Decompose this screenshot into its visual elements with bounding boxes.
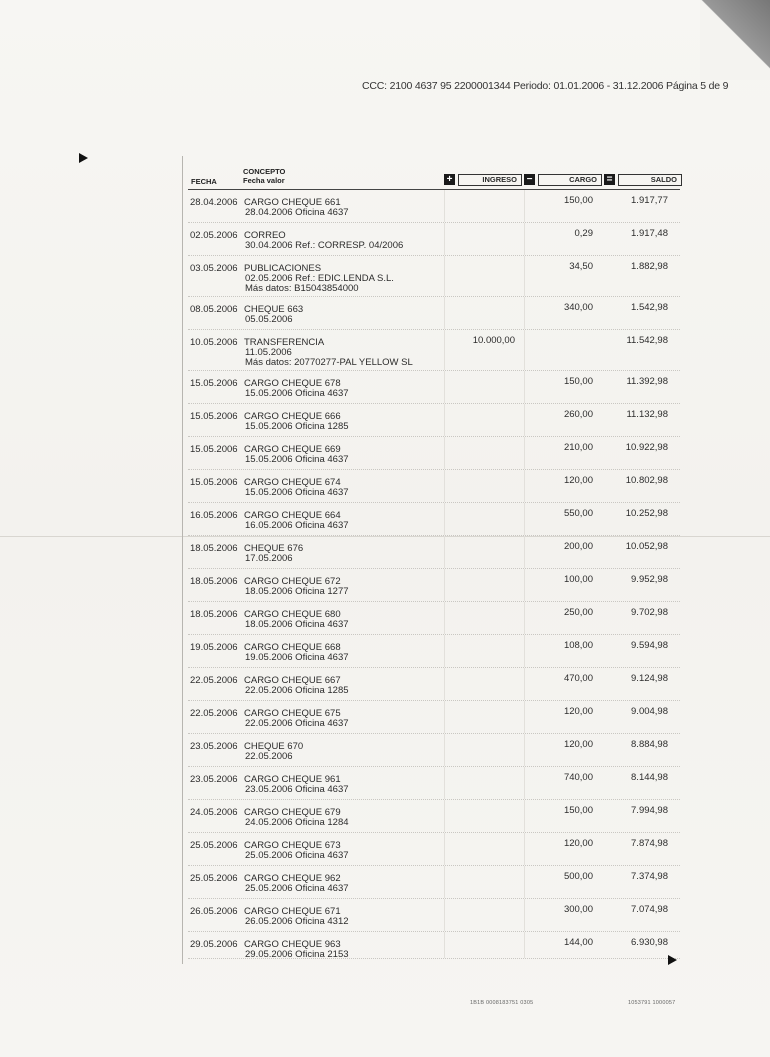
column-divider xyxy=(444,569,445,601)
left-margin-rule xyxy=(182,156,183,964)
column-divider xyxy=(524,734,525,766)
plus-icon: + xyxy=(444,174,455,185)
concepto-line: CARGO CHEQUE 678 xyxy=(244,378,341,389)
cell-cargo: 150,00 xyxy=(563,805,593,816)
cell-cargo: 120,00 xyxy=(563,838,593,849)
concepto-detail-line: 11.05.2006 xyxy=(245,347,292,358)
concepto-detail-line: 22.05.2006 Oficina 1285 xyxy=(245,685,349,696)
column-divider xyxy=(444,767,445,799)
concepto-line: CARGO CHEQUE 668 xyxy=(244,642,341,653)
transactions-table xyxy=(188,190,680,959)
cell-saldo: 6.930,98 xyxy=(631,937,668,948)
column-divider xyxy=(524,190,525,222)
concepto-detail-line: 30.04.2006 Ref.: CORRESP. 04/2006 xyxy=(245,240,404,251)
header-ingreso: INGRESO xyxy=(458,174,522,186)
cell-fecha: 02.05.2006 xyxy=(190,230,238,241)
cell-cargo: 500,00 xyxy=(563,871,593,882)
cell-fecha: 15.05.2006 xyxy=(190,411,238,422)
continue-arrow-icon xyxy=(668,955,677,965)
concepto-line: CARGO CHEQUE 674 xyxy=(244,477,341,488)
concepto-line: CARGO CHEQUE 661 xyxy=(244,197,341,208)
cell-cargo: 260,00 xyxy=(563,409,593,420)
cell-concepto xyxy=(244,940,349,960)
header-concepto: CONCEPTO xyxy=(243,167,286,176)
cell-concepto xyxy=(244,709,349,729)
concepto-detail-line: 16.05.2006 Oficina 4637 xyxy=(245,520,349,531)
table-row xyxy=(188,932,680,959)
concepto-detail-line: 18.05.2006 Oficina 1277 xyxy=(245,586,349,597)
concepto-detail-line: 22.05.2006 Oficina 4637 xyxy=(245,718,349,729)
concepto-line: CARGO CHEQUE 961 xyxy=(244,774,341,785)
column-divider xyxy=(444,256,445,296)
column-divider xyxy=(444,223,445,255)
cell-saldo: 11.392,98 xyxy=(626,376,668,387)
table-row xyxy=(188,371,680,404)
table-row xyxy=(188,223,680,256)
cell-cargo: 740,00 xyxy=(563,772,593,783)
cell-fecha: 22.05.2006 xyxy=(190,675,238,686)
cell-concepto xyxy=(244,577,349,597)
column-divider xyxy=(444,437,445,469)
cell-cargo: 300,00 xyxy=(563,904,593,915)
table-row xyxy=(188,602,680,635)
cell-concepto xyxy=(244,874,349,894)
table-row xyxy=(188,734,680,767)
cell-fecha: 16.05.2006 xyxy=(190,510,238,521)
column-divider xyxy=(524,256,525,296)
column-divider xyxy=(444,899,445,931)
column-divider xyxy=(524,569,525,601)
concepto-detail-line: 26.05.2006 Oficina 4312 xyxy=(245,916,349,927)
table-row xyxy=(188,833,680,866)
column-divider xyxy=(524,899,525,931)
column-divider xyxy=(444,833,445,865)
concepto-detail-line: 23.05.2006 Oficina 4637 xyxy=(245,784,349,795)
concepto-line: TRANSFERENCIA xyxy=(244,337,325,348)
cell-fecha: 28.04.2006 xyxy=(190,197,238,208)
concepto-detail-line: 02.05.2006 Ref.: EDIC.LENDA S.L. xyxy=(245,273,394,284)
column-divider xyxy=(524,701,525,733)
cell-cargo: 120,00 xyxy=(563,739,593,750)
page-start-arrow-icon xyxy=(79,153,88,163)
cell-concepto xyxy=(244,511,349,531)
concepto-detail-line: 24.05.2006 Oficina 1284 xyxy=(245,817,349,828)
cell-saldo: 7.994,98 xyxy=(631,805,668,816)
cell-cargo: 120,00 xyxy=(563,475,593,486)
table-row xyxy=(188,470,680,503)
cell-saldo: 8.144,98 xyxy=(631,772,668,783)
column-divider xyxy=(524,800,525,832)
concepto-line: CHEQUE 676 xyxy=(244,543,304,554)
cell-fecha: 25.05.2006 xyxy=(190,840,238,851)
concepto-line: CARGO CHEQUE 669 xyxy=(244,444,341,455)
header-saldo: SALDO xyxy=(618,174,682,186)
column-divider xyxy=(444,503,445,535)
column-divider xyxy=(524,767,525,799)
column-divider xyxy=(524,330,525,370)
cell-concepto xyxy=(244,412,349,432)
concepto-detail-line: 15.05.2006 Oficina 4637 xyxy=(245,487,349,498)
column-divider xyxy=(524,866,525,898)
table-row xyxy=(188,767,680,800)
concepto-line: CORREO xyxy=(244,230,286,241)
cell-fecha: 18.05.2006 xyxy=(190,543,238,554)
folded-corner xyxy=(700,0,770,80)
column-divider xyxy=(524,536,525,568)
column-divider xyxy=(524,668,525,700)
cell-cargo: 144,00 xyxy=(563,937,593,948)
cell-fecha: 22.05.2006 xyxy=(190,708,238,719)
cell-concepto xyxy=(244,231,403,251)
cell-fecha: 25.05.2006 xyxy=(190,873,238,884)
concepto-line: CARGO CHEQUE 666 xyxy=(244,411,341,422)
column-divider xyxy=(524,297,525,329)
table-row xyxy=(188,668,680,701)
cell-saldo: 7.074,98 xyxy=(631,904,668,915)
column-divider xyxy=(444,932,445,958)
cell-cargo: 210,00 xyxy=(563,442,593,453)
column-divider xyxy=(444,297,445,329)
cell-concepto xyxy=(244,676,349,696)
cell-fecha: 18.05.2006 xyxy=(190,609,238,620)
cell-saldo: 10.052,98 xyxy=(625,541,668,552)
cell-cargo: 108,00 xyxy=(563,640,593,651)
cell-cargo: 0,29 xyxy=(574,228,593,239)
cell-fecha: 15.05.2006 xyxy=(190,378,238,389)
column-divider xyxy=(524,437,525,469)
cell-fecha: 23.05.2006 xyxy=(190,741,238,752)
concepto-line: CARGO CHEQUE 675 xyxy=(244,708,341,719)
column-divider xyxy=(524,833,525,865)
cell-fecha: 19.05.2006 xyxy=(190,642,238,653)
table-row xyxy=(188,635,680,668)
concepto-detail-line: 15.05.2006 Oficina 4637 xyxy=(245,388,349,399)
cell-cargo: 150,00 xyxy=(563,376,593,387)
concepto-detail-line: 18.05.2006 Oficina 4637 xyxy=(245,619,349,630)
concepto-line: PUBLICACIONES xyxy=(244,263,322,274)
cell-concepto xyxy=(244,379,349,399)
table-row xyxy=(188,899,680,932)
cell-concepto xyxy=(244,643,349,663)
cell-concepto xyxy=(244,808,349,828)
cell-ingreso: 10.000,00 xyxy=(472,335,515,346)
cell-fecha: 18.05.2006 xyxy=(190,576,238,587)
table-header xyxy=(188,163,680,190)
cell-concepto xyxy=(244,478,349,498)
cell-cargo: 250,00 xyxy=(563,607,593,618)
concepto-line: CHEQUE 663 xyxy=(244,304,304,315)
column-divider xyxy=(444,800,445,832)
footer-code-right: 1053791 1000057 xyxy=(628,1000,676,1006)
concepto-line: CARGO CHEQUE 680 xyxy=(244,609,341,620)
equals-icon: = xyxy=(604,174,615,185)
cell-saldo: 11.542,98 xyxy=(626,335,668,346)
concepto-detail-line: 29.05.2006 Oficina 2153 xyxy=(245,949,349,960)
cell-cargo: 120,00 xyxy=(563,706,593,717)
header-cargo: CARGO xyxy=(538,174,602,186)
cell-concepto xyxy=(244,198,349,218)
table-row xyxy=(188,297,680,330)
cell-fecha: 29.05.2006 xyxy=(190,939,238,950)
table-row xyxy=(188,503,680,536)
column-divider xyxy=(444,404,445,436)
minus-icon: − xyxy=(524,174,535,185)
cell-cargo: 550,00 xyxy=(563,508,593,519)
column-divider xyxy=(524,371,525,403)
cell-saldo: 10.802,98 xyxy=(625,475,668,486)
cell-concepto xyxy=(244,610,349,630)
cell-concepto xyxy=(244,305,303,325)
concepto-line: CARGO CHEQUE 667 xyxy=(244,675,341,686)
table-row xyxy=(188,569,680,602)
concepto-detail-line: Más datos: B15043854000 xyxy=(245,283,359,294)
column-divider xyxy=(524,223,525,255)
cell-saldo: 9.004,98 xyxy=(631,706,668,717)
cell-cargo: 34,50 xyxy=(569,261,593,272)
table-row xyxy=(188,404,680,437)
concepto-detail-line: 15.05.2006 Oficina 1285 xyxy=(245,421,349,432)
concepto-detail-line: Más datos: 20770277-PAL YELLOW SL xyxy=(245,357,413,368)
cell-concepto xyxy=(244,338,413,368)
concepto-line: CARGO CHEQUE 962 xyxy=(244,873,341,884)
table-row xyxy=(188,330,680,371)
concepto-detail-line: 05.05.2006 xyxy=(245,314,293,325)
cell-cargo: 100,00 xyxy=(563,574,593,585)
cell-saldo: 9.594,98 xyxy=(631,640,668,651)
cell-saldo: 7.874,98 xyxy=(631,838,668,849)
cell-concepto xyxy=(244,264,394,294)
concepto-detail-line: 25.05.2006 Oficina 4637 xyxy=(245,883,349,894)
cell-saldo: 9.952,98 xyxy=(631,574,668,585)
cell-concepto xyxy=(244,775,349,795)
column-divider xyxy=(524,932,525,958)
cell-saldo: 9.124,98 xyxy=(631,673,668,684)
cell-fecha: 26.05.2006 xyxy=(190,906,238,917)
concepto-detail-line: 19.05.2006 Oficina 4637 xyxy=(245,652,349,663)
concepto-line: CARGO CHEQUE 672 xyxy=(244,576,341,587)
column-divider xyxy=(524,602,525,634)
table-row xyxy=(188,256,680,297)
column-divider xyxy=(444,371,445,403)
concepto-line: CHEQUE 670 xyxy=(244,741,304,752)
table-row xyxy=(188,866,680,899)
cell-saldo: 9.702,98 xyxy=(631,607,668,618)
cell-saldo: 1.542,98 xyxy=(631,302,668,313)
cell-fecha: 03.05.2006 xyxy=(190,263,238,274)
cell-saldo: 1.917,77 xyxy=(631,195,668,206)
cell-cargo: 470,00 xyxy=(563,673,593,684)
cell-cargo: 340,00 xyxy=(563,302,593,313)
column-divider xyxy=(444,635,445,667)
concepto-detail-line: 28.04.2006 Oficina 4637 xyxy=(245,207,349,218)
table-row xyxy=(188,701,680,734)
cell-fecha: 23.05.2006 xyxy=(190,774,238,785)
header-fecha-valor: Fecha valor xyxy=(243,176,285,185)
table-row xyxy=(188,190,680,223)
column-divider xyxy=(524,470,525,502)
cell-saldo: 10.922,98 xyxy=(625,442,668,453)
column-divider xyxy=(444,866,445,898)
concepto-detail-line: 17.05.2006 xyxy=(245,553,293,564)
column-divider xyxy=(444,602,445,634)
table-row xyxy=(188,536,680,569)
column-divider xyxy=(444,470,445,502)
cell-fecha: 10.05.2006 xyxy=(190,337,238,348)
cell-fecha: 15.05.2006 xyxy=(190,444,238,455)
concepto-line: CARGO CHEQUE 673 xyxy=(244,840,341,851)
concepto-detail-line: 22.05.2006 xyxy=(245,751,293,762)
column-divider xyxy=(524,503,525,535)
cell-fecha: 24.05.2006 xyxy=(190,807,238,818)
footer-code-left: 1B1B 0008183751 0305 xyxy=(470,1000,534,1006)
cell-saldo: 11.132,98 xyxy=(626,409,668,420)
cell-fecha: 15.05.2006 xyxy=(190,477,238,488)
cell-concepto xyxy=(244,544,303,564)
cell-saldo: 1.917,48 xyxy=(631,228,668,239)
cell-saldo: 1.882,98 xyxy=(631,261,668,272)
concepto-line: CARGO CHEQUE 963 xyxy=(244,939,341,950)
cell-cargo: 150,00 xyxy=(563,195,593,206)
column-divider xyxy=(444,701,445,733)
column-divider xyxy=(444,330,445,370)
account-period-header: CCC: 2100 4637 95 2200001344 Periodo: 01.01.2006 - 31.12.2006 Página 5 de 9 xyxy=(362,80,729,92)
cell-saldo: 8.884,98 xyxy=(631,739,668,750)
table-row xyxy=(188,800,680,833)
cell-concepto xyxy=(244,841,349,861)
column-divider xyxy=(444,536,445,568)
cell-cargo: 200,00 xyxy=(563,541,593,552)
concepto-line: CARGO CHEQUE 664 xyxy=(244,510,341,521)
concepto-detail-line: 25.05.2006 Oficina 4637 xyxy=(245,850,349,861)
column-divider xyxy=(524,635,525,667)
cell-saldo: 10.252,98 xyxy=(625,508,668,519)
column-divider xyxy=(444,190,445,222)
cell-concepto xyxy=(244,742,303,762)
cell-concepto xyxy=(244,445,349,465)
cell-concepto xyxy=(244,907,349,927)
header-fecha: FECHA xyxy=(191,177,217,186)
concepto-line: CARGO CHEQUE 671 xyxy=(244,906,341,917)
column-divider xyxy=(444,668,445,700)
concepto-line: CARGO CHEQUE 679 xyxy=(244,807,341,818)
concepto-detail-line: 15.05.2006 Oficina 4637 xyxy=(245,454,349,465)
table-row xyxy=(188,437,680,470)
column-divider xyxy=(444,734,445,766)
column-divider xyxy=(524,404,525,436)
cell-saldo: 7.374,98 xyxy=(631,871,668,882)
cell-fecha: 08.05.2006 xyxy=(190,304,238,315)
